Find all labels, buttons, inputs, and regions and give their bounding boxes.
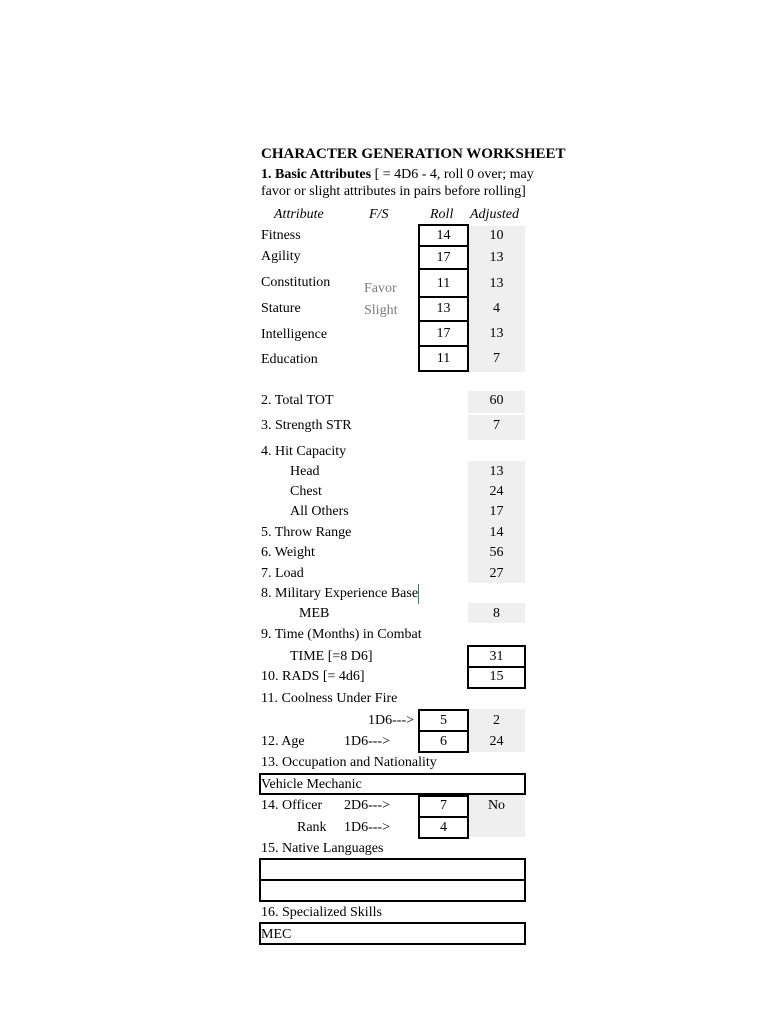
adjusted-value-fitness: 10 <box>489 228 504 243</box>
hit-head-label: Head <box>290 464 320 479</box>
page-title: CHARACTER GENERATION WORKSHEET <box>261 146 566 162</box>
meb-label: 8. Military Experience Base <box>261 586 419 601</box>
hit-chest-value: 24 <box>489 484 504 499</box>
coolness-dice-label: 1D6---> <box>368 713 414 728</box>
roll-value-education: 11 <box>436 351 451 366</box>
roll-value-fitness: 14 <box>436 228 451 243</box>
rads-label: 10. RADS [= 4d6] <box>261 669 365 684</box>
adjusted-value-constitution: 13 <box>489 276 504 291</box>
coolness-roll-value: 5 <box>440 713 447 728</box>
attribute-name-stature: Stature <box>261 301 301 316</box>
hit-capacity-label: 4. Hit Capacity <box>261 444 347 459</box>
attribute-name-intelligence: Intelligence <box>261 327 328 342</box>
fs-label-slight: Slight <box>364 303 398 318</box>
skills-field[interactable] <box>259 922 526 945</box>
languages-label: 15. Native Languages <box>261 841 384 856</box>
skills-value: MEC <box>261 927 292 942</box>
age-label: 12. Age <box>261 734 305 749</box>
roll-value-agility: 17 <box>436 250 451 265</box>
adjusted-value-stature: 4 <box>493 301 500 316</box>
basic-attributes-note-2: favor or slight attributes in pairs before rolling] <box>261 184 526 199</box>
attribute-name-constitution: Constitution <box>261 275 331 290</box>
strength-value: 7 <box>493 418 500 433</box>
weight-label: 6. Weight <box>261 545 315 560</box>
roll-value-constitution: 11 <box>436 276 451 291</box>
age-dice-label: 1D6---> <box>344 734 390 749</box>
combat-sub-label: TIME [=8 D6] <box>290 649 373 664</box>
hit-others-value: 17 <box>489 504 504 519</box>
hit-head-value: 13 <box>489 464 504 479</box>
basic-attributes-heading <box>261 167 534 183</box>
officer-label: 14. Officer <box>261 798 323 813</box>
language-field-2[interactable] <box>259 879 526 902</box>
adjusted-value-intelligence: 13 <box>489 326 504 341</box>
rank-dice-label: 1D6---> <box>344 820 390 835</box>
column-header-adjusted: Adjusted <box>470 207 519 222</box>
roll-value-stature: 13 <box>436 301 451 316</box>
officer-dice-label: 2D6---> <box>344 798 390 813</box>
rank-roll-value: 4 <box>440 820 447 835</box>
total-value: 60 <box>489 393 504 408</box>
adjusted-value-education: 7 <box>493 351 500 366</box>
throw-range-value: 14 <box>489 525 504 540</box>
officer-roll-value: 7 <box>440 798 447 813</box>
attribute-name-fitness: Fitness <box>261 228 301 243</box>
text-cursor <box>418 584 419 604</box>
load-value: 27 <box>489 566 504 581</box>
occupation-value: Vehicle Mechanic <box>261 777 362 792</box>
hit-chest-label: Chest <box>290 484 322 499</box>
roll-value-intelligence: 17 <box>436 326 451 341</box>
column-header-attribute: Attribute <box>274 207 324 222</box>
combat-time-value: 31 <box>489 649 504 664</box>
adjusted-value-agility: 13 <box>489 250 504 265</box>
attribute-name-agility: Agility <box>261 249 301 264</box>
skills-label: 16. Specialized Skills <box>261 905 382 920</box>
strength-label: 3. Strength STR <box>261 418 352 433</box>
occupation-label: 13. Occupation and Nationality <box>261 755 437 770</box>
meb-sub-label: MEB <box>299 606 330 621</box>
meb-value: 8 <box>493 606 500 621</box>
hit-others-label: All Others <box>290 504 349 519</box>
weight-value: 56 <box>489 545 504 560</box>
total-label: 2. Total TOT <box>261 393 334 408</box>
officer-value: No <box>487 798 506 813</box>
fs-label-favor: Favor <box>364 281 397 296</box>
age-value: 24 <box>489 734 504 749</box>
basic-attributes-note-1: [ = 4D6 - 4, roll 0 over; may <box>371 167 534 182</box>
rads-value: 15 <box>489 669 504 684</box>
basic-attributes-title: 1. Basic Attributes <box>261 167 372 182</box>
throw-range-label: 5. Throw Range <box>261 525 352 540</box>
column-header-fs: F/S <box>369 207 389 222</box>
language-field-1[interactable] <box>259 858 526 881</box>
rank-label: Rank <box>297 820 327 835</box>
coolness-value: 2 <box>493 713 500 728</box>
load-label: 7. Load <box>261 566 304 581</box>
attribute-name-education: Education <box>261 352 318 367</box>
coolness-label: 11. Coolness Under Fire <box>261 691 398 706</box>
column-header-roll: Roll <box>430 207 454 222</box>
combat-label: 9. Time (Months) in Combat <box>261 627 422 642</box>
age-roll-value: 6 <box>440 734 447 749</box>
